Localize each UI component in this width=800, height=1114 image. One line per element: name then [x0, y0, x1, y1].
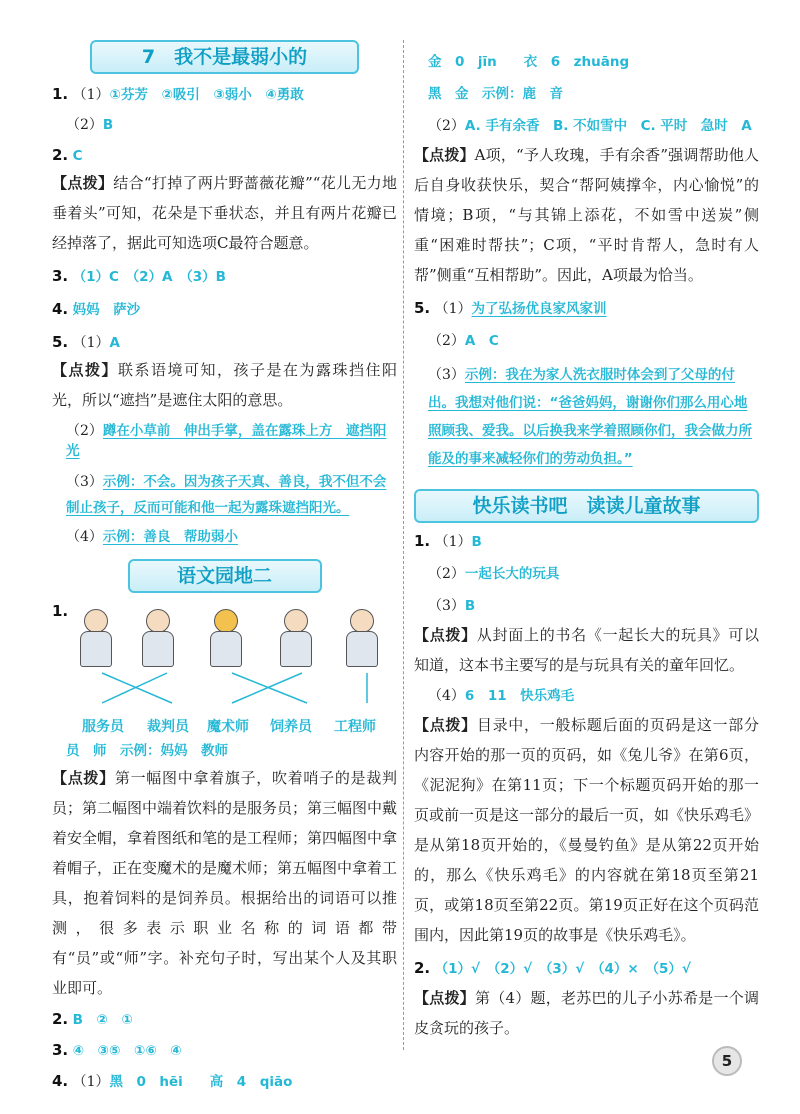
note-text: A项，“予人玫瑰，手有余香”强调帮助他人后自身收获快乐，契合“帮阿姨撑伞，内心愉悦”的情境；B项，“与其锦上添花，不如雪中送炭”侧重“困难时帮扶”；C项，“平时肯帮人，急时有人帮”侧重“互相帮助”。因此，A项最为恰当。 [414, 146, 759, 284]
note-tag: 【点拨】 [52, 174, 114, 192]
r3-note [414, 140, 759, 290]
note-text: 第（4）题，老苏巴的儿子小苏希是一个调皮贪玩的孩子。 [414, 989, 759, 1037]
sub-label: （1） [434, 301, 472, 317]
q3-row [52, 266, 397, 287]
occupation-label: 魔术师 [207, 719, 249, 735]
q-number: 2. [414, 959, 431, 977]
section-title: 快乐读书吧 读读儿童故事 [472, 495, 701, 517]
q-number: 5. [52, 333, 69, 351]
section-title-banner [128, 559, 322, 593]
sub-label: （4） [428, 688, 465, 704]
answer: 妈妈 萨沙 [72, 302, 141, 318]
occupation-label: 饲养员 [270, 719, 312, 735]
answer: ④ ③⑤ ①⑥ ④ [72, 1043, 182, 1059]
answer: （1）C （2）A （3）B [72, 269, 226, 285]
magician-picture [272, 607, 318, 667]
k1-4-row [414, 686, 759, 706]
referee-picture [72, 607, 118, 667]
k1-row [414, 531, 759, 552]
answer: 员 师 示例：妈妈 教师 [66, 743, 228, 759]
answer: B ② ① [72, 1012, 133, 1028]
sub-label: （2） [66, 117, 103, 133]
sub-label: （1） [72, 87, 110, 103]
answer: B [102, 117, 114, 133]
q6-note [52, 763, 397, 1003]
page-number: 5 [712, 1046, 742, 1076]
occupation-label: 服务员 [82, 719, 124, 735]
q-number: 1. [52, 85, 69, 103]
q-number: 2. [52, 146, 69, 164]
k2-row [414, 958, 759, 979]
note-text: 第一幅图中拿着旗子，吹着哨子的是裁判员；第二幅图中端着饮料的是服务员；第三幅图中戴着安全帽，拿着图纸和笔的是工程师；第四幅图中拿着帽子，正在变魔术的是魔术师；第五幅图中拿着工具，抱着饲料的是饲养员。根据给出的词语可以推测，很多表示职业名称的词语都带有“员”或“师”字。补充句子时，写出某个人及其职业即可。 [52, 769, 398, 997]
answer: ①芬芳 ②吸引 ③弱小 ④勇敢 [109, 87, 304, 103]
answer: 黑 0 hēi 高 4 qiāo [109, 1074, 293, 1090]
note-tag: 【点拨】 [52, 361, 118, 379]
answer: 蹲在小草前 伸出手掌，盖在露珠上方 遮挡阳光 [66, 423, 387, 459]
rq5-row [414, 298, 759, 319]
column-divider [403, 40, 404, 1050]
q-number: 4. [52, 1072, 69, 1090]
keeper-picture [338, 607, 384, 667]
answer: A. 手有余香 B. 不如雪中 C. 平时 急时 A [464, 118, 752, 134]
right-column [414, 40, 759, 1043]
rq5-2-row [414, 331, 759, 351]
answer: B [471, 534, 482, 550]
answer: 示例：善良 帮助弱小 [102, 529, 238, 545]
note-tag: 【点拨】 [52, 769, 115, 787]
sub-label: （2） [428, 118, 465, 134]
q4-row [52, 299, 397, 320]
k1-2-row [414, 564, 759, 584]
q-number: 5. [414, 299, 431, 317]
note-tag: 【点拨】 [414, 626, 477, 644]
answer: A C [464, 333, 499, 349]
answer: 示例：不会。因为孩子天真、善良，我不但不会制止孩子，反而可能和他一起为露珠遮挡阳光。 [66, 474, 387, 516]
note-text: 联系语境可知，孩子是在为露珠挡住阳光，所以“遮挡”是遮住太阳的意思。 [52, 361, 397, 409]
answer: 为了弘扬优良家风家训 [471, 301, 607, 317]
q6-figure [52, 601, 397, 739]
q-number: 1. [414, 532, 431, 550]
section-title: 语文园地二 [176, 565, 272, 587]
answer: C [72, 148, 83, 164]
answer: 6 11 快乐鸡毛 [464, 688, 575, 704]
answer: 示例：我在为家人洗衣服时体会到了父母的付出。我想对他们说：“爸爸妈妈，谢谢你们那么用心地照顾我、爱我。以后换我来学着照顾你们，我会做力所能及的事来减轻你们的劳动负担。” [428, 367, 752, 467]
sub-label: （1） [72, 335, 110, 351]
rq5-3-row [414, 361, 759, 473]
note-tag: 【点拨】 [414, 146, 475, 164]
q-number: 3. [52, 267, 69, 285]
q2-row [52, 145, 397, 166]
k2-note [414, 983, 759, 1043]
q-number: 1. [52, 602, 69, 620]
q1-2-row [52, 115, 397, 135]
q5-3-row [52, 469, 397, 521]
k1-note2 [414, 710, 759, 950]
sub-label: （1） [434, 534, 472, 550]
r2-row [414, 84, 759, 104]
k1-3-row [414, 596, 759, 616]
q8-row [52, 1040, 397, 1061]
q9-row [52, 1071, 397, 1092]
r3-row [414, 116, 759, 136]
note-text: 目录中，一般标题后面的页码是这一部分内容开始的那一页的页码，如《兔儿爷》在第6页，《泥泥狗》在第11页；下一个标题页码开始的那一页或前一页是这一部分的最后一页，如《快乐鸡毛》是从第18页开始的，《曼曼钓鱼》是从第22页开始的，那么《快乐鸡毛》的内容就在第18页至第21页，或第18页至第22页。第19页正好在这个页码范围内，因此第19页的故事是《快乐鸡毛》。 [414, 716, 760, 944]
sub-label: （3） [66, 474, 103, 490]
q5-2-row [52, 421, 397, 461]
q2-note [52, 168, 397, 258]
lesson-title-banner [90, 40, 359, 74]
q-number: 2. [52, 1010, 69, 1028]
q6-answer-row [52, 741, 397, 761]
q5-4-row [52, 527, 397, 547]
answer: 黑 金 示例：鹿 音 [428, 86, 563, 102]
sub-label: （2） [428, 566, 465, 582]
answer: B [464, 598, 476, 614]
reading-title-banner [414, 489, 759, 523]
r1-row [414, 52, 759, 72]
q7-row [52, 1009, 397, 1030]
sub-label: （3） [428, 367, 465, 383]
sub-label: （2） [66, 423, 103, 439]
occupation-pictures [72, 607, 392, 671]
lesson-title: 7 我不是最弱小的 [141, 46, 308, 68]
answer: 一起长大的玩具 [464, 566, 560, 582]
sub-label: （4） [66, 529, 103, 545]
note-text: 结合“打掉了两片野蔷薇花瓣”“花儿无力地垂着头”可知，花朵是下垂状态，并且有两片花瓣已经掉落了，据此可知选项C最符合题意。 [52, 174, 397, 252]
q-number: 3. [52, 1041, 69, 1059]
answer: （1）√ （2）√ （3）√ （4）× （5）√ [434, 961, 691, 977]
left-column [52, 40, 397, 1092]
q-number: 4. [52, 300, 69, 318]
q1-row [52, 84, 397, 105]
k1-note [414, 620, 759, 680]
note-tag: 【点拨】 [414, 989, 475, 1007]
engineer-picture [202, 607, 248, 667]
answer: 金 0 jīn 衣 6 zhuāng [428, 54, 630, 70]
matching-lines [72, 669, 412, 709]
sub-label: （3） [428, 598, 465, 614]
waiter-picture [134, 607, 180, 667]
note-tag: 【点拨】 [414, 716, 477, 734]
q5-note [52, 355, 397, 415]
occupation-label: 工程师 [334, 719, 376, 735]
note-text: 从封面上的书名《一起长大的玩具》可以知道，这本书主要写的是与玩具有关的童年回忆。 [414, 626, 759, 674]
sub-label: （2） [428, 333, 465, 349]
q5-row [52, 332, 397, 353]
occupation-label: 裁判员 [147, 719, 189, 735]
sub-label: （1） [72, 1074, 110, 1090]
answer: A [109, 335, 120, 351]
